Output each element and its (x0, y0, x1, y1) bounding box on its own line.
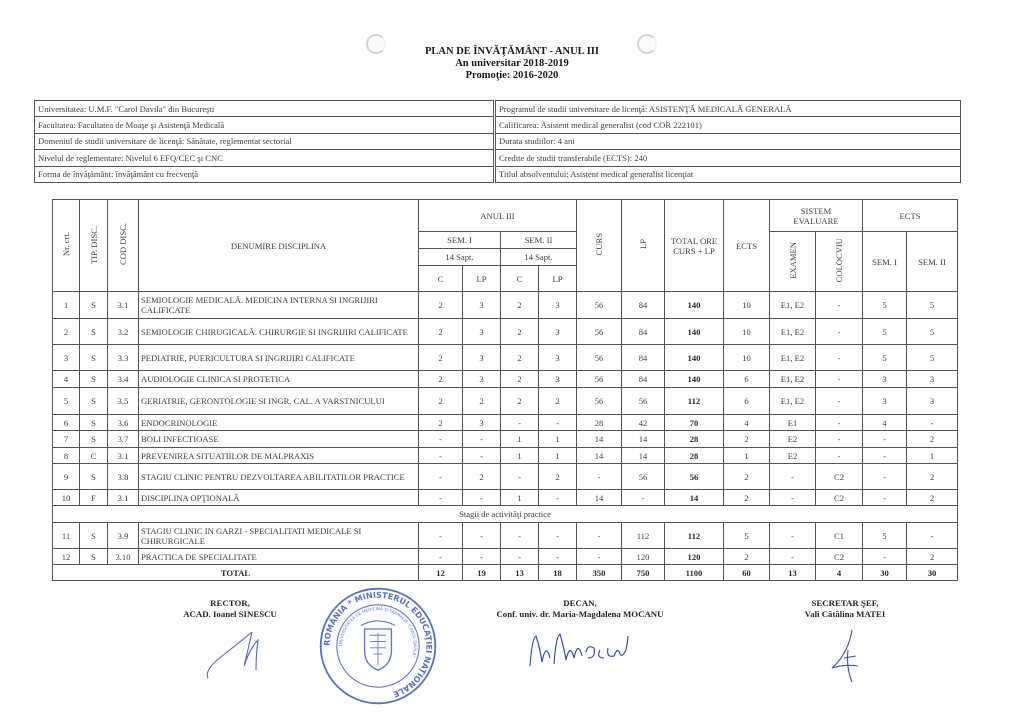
cell-colocviu: C2 (816, 490, 863, 506)
info-duration: Durata studiilor: 4 ani (496, 133, 961, 149)
cell-c2: 2 (501, 388, 539, 415)
cell-lp1: 2 (463, 388, 501, 415)
cell-lp2: - (539, 523, 577, 549)
secretary-name: Vali Cătălina MATEI (804, 609, 886, 619)
cell-tip: S (80, 464, 108, 490)
info-qualification: Calificarea: Asistent medical generalist (cod COR 222101) (496, 117, 961, 133)
cell-cod: 3.1 (108, 448, 139, 464)
cell-ects1: - (863, 464, 907, 490)
cell-curs: - (577, 464, 622, 490)
cell-tip: F (80, 490, 108, 506)
cell-lp1: 3 (463, 319, 501, 345)
cell-name: SEMIOLOGIE MEDICALĂ. MEDICINA INTERNA SI INGRIJIRI CALIFICATE (139, 292, 419, 319)
cell-tip: S (80, 371, 108, 388)
section-row (53, 506, 958, 523)
cell-tip: S (80, 431, 108, 448)
cell-examen: E1, E2 (770, 345, 816, 371)
info-university: Universitatea: U.M.F. "Carol Davila" din Bucureşti (35, 101, 494, 117)
cell-c2: 2 (501, 371, 539, 388)
cell-cod: 3.7 (108, 431, 139, 448)
cell-ects1: - (863, 490, 907, 506)
cell-c2: - (501, 464, 539, 490)
header-colocviu: COLOCVIU (816, 232, 863, 292)
header-sistem-evaluare: SISTEM EVALUARE (770, 200, 863, 232)
cell-name: SEMIOLOGIE CHIRUGICALĂ. CHIRURGIE SI INGRIJIRI CALIFICATE (139, 319, 419, 345)
cell-total: 112 (665, 523, 724, 549)
cell-lp: 84 (622, 345, 665, 371)
section-label: Stagii de activităţi practice (53, 506, 958, 523)
dean-signature-icon (524, 628, 634, 672)
cell-nr: 12 (53, 549, 80, 565)
official-stamp (318, 586, 438, 706)
info-graduate-title: Titlul absolventului: Asistent medical generalist licenţiat (496, 166, 961, 182)
total-colocviu: 4 (816, 565, 863, 581)
header-anul: ANUL III (419, 200, 577, 232)
header-sem2: SEM. II (501, 232, 577, 249)
header-ects-sem1: SEM. I (863, 232, 907, 292)
cell-c2: - (501, 523, 539, 549)
cell-lp2: 3 (539, 371, 577, 388)
cell-c1: 2 (419, 319, 463, 345)
cell-c1: 2 (419, 415, 463, 431)
table-row (53, 345, 958, 371)
info-level: Nivelul de reglementare: Nivelul 6 EFQ/CEC şi CNC (35, 150, 494, 166)
header-denumire: DENUMIRE DISCIPLINA (139, 200, 419, 292)
cell-tip: S (80, 523, 108, 549)
cell-total: 56 (665, 464, 724, 490)
cell-nr: 9 (53, 464, 80, 490)
info-form: Forma de învăţământ: învăţământ cu frecvenţă (35, 166, 494, 182)
cell-cod: 3.5 (108, 388, 139, 415)
cell-ects2: 1 (907, 448, 958, 464)
cell-total: 28 (665, 448, 724, 464)
total-examen: 13 (770, 565, 816, 581)
cell-cod: 3.2 (108, 319, 139, 345)
cell-lp2: 1 (539, 448, 577, 464)
cell-lp1: 3 (463, 415, 501, 431)
cell-curs: 14 (577, 490, 622, 506)
cell-ects2: 5 (907, 345, 958, 371)
cell-total: 14 (665, 490, 724, 506)
cell-colocviu: C2 (816, 464, 863, 490)
cell-ects: 2 (724, 490, 770, 506)
cell-c2: 1 (501, 448, 539, 464)
cell-c1: 2 (419, 345, 463, 371)
info-table-left (34, 100, 494, 183)
cell-c2: - (501, 415, 539, 431)
cell-ects: 2 (724, 549, 770, 565)
info-program: Programul de studii universitare de licenţă: ASISTENŢĂ MEDICALĂ GENERALĂ (496, 101, 961, 117)
cell-tip: S (80, 388, 108, 415)
cell-ects2: - (907, 523, 958, 549)
cell-nr: 1 (53, 292, 80, 319)
dean-title: DECAN, (563, 598, 597, 608)
total-lp: 750 (622, 565, 665, 581)
cell-name: PRACTICA DE SPECIALITATE (139, 549, 419, 565)
curriculum-table (52, 199, 958, 581)
cell-cod: 3.1 (108, 490, 139, 506)
cell-ects2: 5 (907, 319, 958, 345)
cell-lp: 56 (622, 388, 665, 415)
cell-c1: 2 (419, 371, 463, 388)
total-total: 1100 (665, 565, 724, 581)
cell-cod: 3.1 (108, 292, 139, 319)
cell-lp2: - (539, 549, 577, 565)
cell-tip: S (80, 415, 108, 431)
info-credits: Credite de studii transferabile (ECTS): 240 (496, 150, 961, 166)
cell-examen: - (770, 490, 816, 506)
cell-lp2: 2 (539, 464, 577, 490)
cell-name: STAGIU CLINIC IN GARZI - SPECIALITATI MEDICALE SI CHIRURGICALE (139, 523, 419, 549)
cell-tip: S (80, 319, 108, 345)
cell-lp1: 2 (463, 464, 501, 490)
cell-examen: E1 (770, 415, 816, 431)
cell-lp: 14 (622, 431, 665, 448)
cell-ects1: 4 (863, 415, 907, 431)
header-lp: LP (622, 200, 665, 292)
info-table-right (495, 100, 961, 183)
header-sapt1: 14 Sapt. (419, 249, 501, 266)
cell-colocviu: C1 (816, 523, 863, 549)
table-row (53, 292, 958, 319)
cell-lp2: - (539, 490, 577, 506)
total-lp2: 18 (539, 565, 577, 581)
table-row (53, 490, 958, 506)
cell-nr: 2 (53, 319, 80, 345)
rector-name: ACAD. Ioanel SINESCU (183, 609, 277, 619)
cell-nr: 10 (53, 490, 80, 506)
total-label: TOTAL (53, 565, 419, 581)
total-ects: 60 (724, 565, 770, 581)
cell-name: STAGIU CLINIC PENTRU DEZVOLTAREA ABILITATILOR PRACTICE (139, 464, 419, 490)
table-row (53, 371, 958, 388)
cell-nr: 5 (53, 388, 80, 415)
header-examen: EXAMEN (770, 232, 816, 292)
secretary-signature-icon (822, 624, 866, 686)
cell-total: 140 (665, 319, 724, 345)
total-curs: 350 (577, 565, 622, 581)
cell-lp1: - (463, 448, 501, 464)
cell-lp: 112 (622, 523, 665, 549)
curriculum-body (53, 292, 958, 581)
header-lp2: LP (539, 266, 577, 292)
cell-lp2: 1 (539, 431, 577, 448)
stamp-inner-text: UNIVERSITATEA DE MEDICINĂ ŞI FARMACIE "CAROL DAVILA" (338, 606, 418, 659)
cell-cod: 3.8 (108, 464, 139, 490)
cell-tip: S (80, 549, 108, 565)
cell-ects: 10 (724, 345, 770, 371)
cell-curs: 56 (577, 345, 622, 371)
cell-curs: - (577, 523, 622, 549)
cell-ects1: - (863, 448, 907, 464)
cell-examen: E2 (770, 448, 816, 464)
header-sem1: SEM. I (419, 232, 501, 249)
cell-nr: 7 (53, 431, 80, 448)
header-nr: Nr. crt. (53, 200, 80, 292)
cell-c2: 2 (501, 292, 539, 319)
cell-ects: 6 (724, 388, 770, 415)
cell-lp1: 3 (463, 371, 501, 388)
cell-colocviu: - (816, 388, 863, 415)
cell-lp2: 3 (539, 292, 577, 319)
cell-lp: 42 (622, 415, 665, 431)
cell-lp2: 3 (539, 319, 577, 345)
cell-c1: 2 (419, 388, 463, 415)
cell-curs: 56 (577, 371, 622, 388)
cell-ects1: 5 (863, 345, 907, 371)
cell-name: GERIATRIE, GERONTOLOGIE SI INGR. CAL. A VARSTNICULUI (139, 388, 419, 415)
rector-signature-block (150, 598, 310, 620)
cell-ects1: - (863, 549, 907, 565)
cell-ects: 6 (724, 371, 770, 388)
cell-name: AUDIOLOGIE CLINICA SI PROTETICA (139, 371, 419, 388)
cell-ects: 2 (724, 431, 770, 448)
cell-lp: 84 (622, 371, 665, 388)
total-row (53, 565, 958, 581)
cell-lp: 84 (622, 292, 665, 319)
cell-lp2: - (539, 415, 577, 431)
table-row (53, 319, 958, 345)
cell-examen: E1, E2 (770, 371, 816, 388)
cell-colocviu: - (816, 448, 863, 464)
document-title: PLAN DE ÎNVĂŢĂMÂNT - ANUL III (425, 46, 599, 57)
cell-lp: 14 (622, 448, 665, 464)
secretary-signature-block (770, 598, 920, 620)
cell-examen: - (770, 523, 816, 549)
cell-lp: - (622, 490, 665, 506)
cell-tip: S (80, 345, 108, 371)
cell-colocviu: - (816, 431, 863, 448)
promotion: Promoţie: 2016-2020 (465, 70, 559, 81)
table-row (53, 448, 958, 464)
cell-name: ENDOCRINOLOGIE (139, 415, 419, 431)
cell-examen: E1, E2 (770, 388, 816, 415)
practice-row (53, 523, 958, 549)
info-faculty: Facultatea: Facultatea de Moaşe şi Asistenţă Medicală (35, 117, 494, 133)
cell-ects: 10 (724, 292, 770, 319)
cell-curs: - (577, 549, 622, 565)
cell-total: 140 (665, 371, 724, 388)
cell-c2: 1 (501, 431, 539, 448)
cell-lp1: - (463, 490, 501, 506)
cell-ects2: 2 (907, 549, 958, 565)
cell-c1: - (419, 464, 463, 490)
header-tip: TIP. DISC. (80, 200, 108, 292)
cell-colocviu: - (816, 371, 863, 388)
cell-colocviu: - (816, 319, 863, 345)
cell-total: 28 (665, 431, 724, 448)
cell-ects2: - (907, 415, 958, 431)
cell-c1: - (419, 490, 463, 506)
cell-ects1: 5 (863, 319, 907, 345)
dean-name: Conf. univ. dr. Maria-Magdalena MOCANU (496, 609, 664, 619)
cell-total: 70 (665, 415, 724, 431)
info-domain: Domeniul de studii universitare de licenţă: Sănătate, reglementat sectorial (35, 133, 494, 149)
cell-tip: C (80, 448, 108, 464)
cell-c1: - (419, 448, 463, 464)
document-header (0, 46, 1024, 82)
header-ects-group: ECTS (863, 200, 958, 232)
cell-cod: 3.6 (108, 415, 139, 431)
cell-lp1: - (463, 549, 501, 565)
cell-ects2: 2 (907, 464, 958, 490)
cell-nr: 6 (53, 415, 80, 431)
header-cod: COD DISC. (108, 200, 139, 292)
cell-curs: 28 (577, 415, 622, 431)
academic-year: An universitar 2018-2019 (455, 58, 569, 69)
cell-ects: 5 (724, 523, 770, 549)
stamp-outer-text: ROMÂNIA * MINISTERUL EDUCAŢIEI NAŢIONALE (322, 590, 434, 699)
cell-examen: E1, E2 (770, 319, 816, 345)
cell-curs: 14 (577, 431, 622, 448)
cell-ects1: 5 (863, 292, 907, 319)
cell-curs: 56 (577, 319, 622, 345)
cell-lp: 56 (622, 464, 665, 490)
cell-ects: 1 (724, 448, 770, 464)
rector-signature-icon (200, 626, 280, 682)
total-c1: 12 (419, 565, 463, 581)
header-total-ore: TOTAL ORE CURS + LP (665, 200, 724, 292)
coat-of-arms-icon (361, 621, 395, 670)
header-ects-sem2: SEM. II (907, 232, 958, 292)
practice-row (53, 549, 958, 565)
cell-cod: 3.3 (108, 345, 139, 371)
cell-colocviu: - (816, 415, 863, 431)
cell-cod: 3.9 (108, 523, 139, 549)
header-sapt2: 14 Sapt. (501, 249, 577, 266)
cell-ects: 2 (724, 464, 770, 490)
cell-name: BOLI INFECTIOASE (139, 431, 419, 448)
cell-lp: 120 (622, 549, 665, 565)
cell-nr: 8 (53, 448, 80, 464)
cell-lp2: 2 (539, 388, 577, 415)
dean-signature-block (450, 598, 710, 620)
cell-examen: - (770, 464, 816, 490)
cell-ects2: 3 (907, 371, 958, 388)
cell-curs: 14 (577, 448, 622, 464)
cell-ects2: 5 (907, 292, 958, 319)
cell-examen: - (770, 549, 816, 565)
table-row (53, 464, 958, 490)
total-c2: 13 (501, 565, 539, 581)
header-lp1: LP (463, 266, 501, 292)
cell-lp1: - (463, 431, 501, 448)
cell-ects2: 3 (907, 388, 958, 415)
cell-lp: 84 (622, 319, 665, 345)
cell-c1: 2 (419, 292, 463, 319)
cell-cod: 3.10 (108, 549, 139, 565)
cell-lp1: 3 (463, 292, 501, 319)
cell-curs: 56 (577, 388, 622, 415)
cell-name: PREVENIREA SITUATIILOR DE MALPRAXIS (139, 448, 419, 464)
cell-lp2: 3 (539, 345, 577, 371)
header-c2: C (501, 266, 539, 292)
cell-total: 140 (665, 292, 724, 319)
cell-colocviu: - (816, 292, 863, 319)
table-row (53, 415, 958, 431)
cell-nr: 4 (53, 371, 80, 388)
cell-ects1: 3 (863, 388, 907, 415)
cell-lp1: - (463, 523, 501, 549)
total-ects2: 30 (907, 565, 958, 581)
total-ects1: 30 (863, 565, 907, 581)
cell-total: 120 (665, 549, 724, 565)
table-row (53, 388, 958, 415)
cell-nr: 11 (53, 523, 80, 549)
cell-total: 112 (665, 388, 724, 415)
header-ects: ECTS (724, 200, 770, 292)
table-row (53, 431, 958, 448)
cell-ects1: 5 (863, 523, 907, 549)
cell-ects1: 3 (863, 371, 907, 388)
cell-nr: 3 (53, 345, 80, 371)
cell-name: DISCIPLINA OPŢIONALĂ (139, 490, 419, 506)
cell-lp1: 3 (463, 345, 501, 371)
cell-ects2: 2 (907, 490, 958, 506)
secretary-title: SECRETAR ŞEF, (811, 598, 879, 608)
cell-c2: - (501, 549, 539, 565)
cell-ects: 4 (724, 415, 770, 431)
cell-tip: S (80, 292, 108, 319)
rector-title: RECTOR, (210, 598, 250, 608)
cell-c2: 2 (501, 319, 539, 345)
cell-examen: E2 (770, 431, 816, 448)
cell-examen: E1, E2 (770, 292, 816, 319)
cell-name: PEDIATRIE, PUERICULTURA SI INGRIJIRI CALIFICATE (139, 345, 419, 371)
cell-ects: 10 (724, 319, 770, 345)
cell-c1: - (419, 549, 463, 565)
cell-cod: 3.4 (108, 371, 139, 388)
cell-ects2: 2 (907, 431, 958, 448)
cell-colocviu: - (816, 345, 863, 371)
cell-c1: - (419, 523, 463, 549)
header-curs: CURS (577, 200, 622, 292)
cell-c2: 2 (501, 345, 539, 371)
header-c1: C (419, 266, 463, 292)
total-lp1: 19 (463, 565, 501, 581)
cell-total: 140 (665, 345, 724, 371)
cell-curs: 56 (577, 292, 622, 319)
cell-c1: - (419, 431, 463, 448)
cell-c2: 1 (501, 490, 539, 506)
cell-ects1: - (863, 431, 907, 448)
cell-colocviu: C2 (816, 549, 863, 565)
